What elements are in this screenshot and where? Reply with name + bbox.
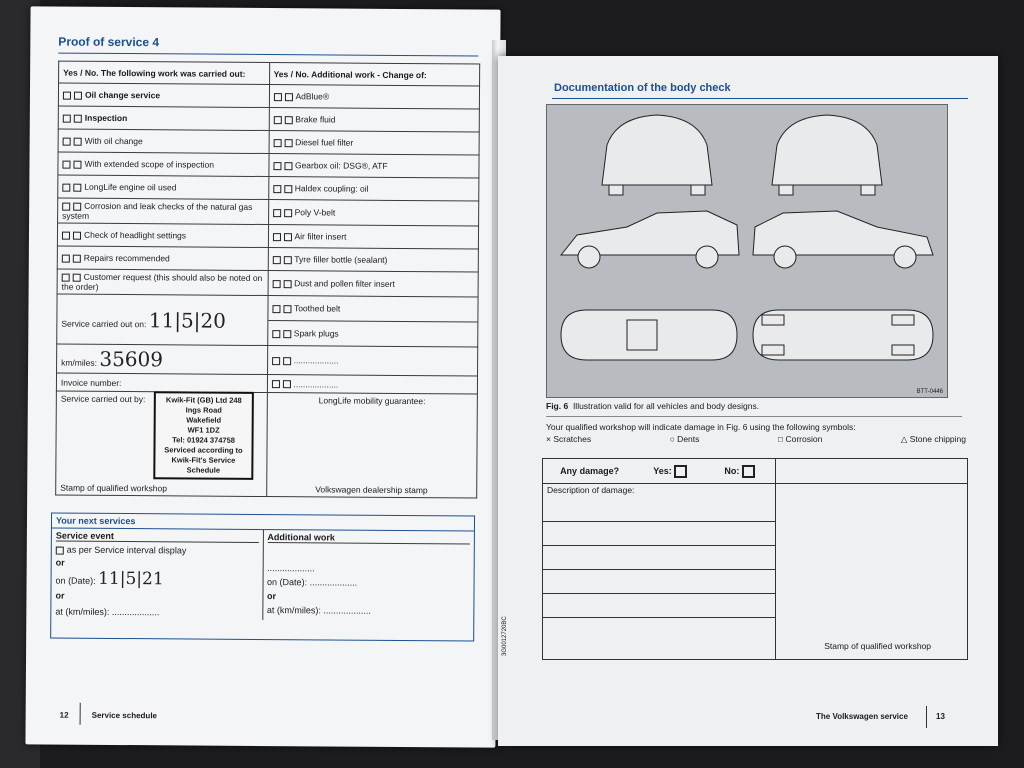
stamp-line: Kwik-Fit's Service Schedule <box>171 455 236 475</box>
side-code: 3G0012720BC <box>502 616 508 656</box>
next-services-title: Your next services <box>52 514 474 532</box>
row-label: Inspection <box>84 112 128 124</box>
checkbox[interactable] <box>62 202 70 210</box>
left-footer: Service schedule <box>91 710 158 721</box>
left-page <box>25 6 500 747</box>
car-rear-view <box>602 115 712 185</box>
figure-label: Fig. 6 <box>546 401 569 411</box>
body-check-figure <box>546 104 948 398</box>
next-col1 <box>51 529 263 620</box>
description-label: Description of damage: <box>547 485 635 495</box>
symbols-legend <box>546 434 966 445</box>
checkbox[interactable] <box>73 231 81 239</box>
checkbox[interactable] <box>283 256 291 264</box>
carried-out-by-label: Service carried out by: <box>60 393 146 405</box>
row-label: Oil change service <box>84 89 161 101</box>
service-date-label: Service carried out on: <box>61 318 147 329</box>
caption-rule <box>546 416 962 417</box>
yes-checkbox[interactable] <box>674 465 687 478</box>
row-label: Poly V-belt <box>294 207 336 218</box>
left-page-number: 12 <box>59 710 69 720</box>
at-label: at (km/miles): <box>55 606 110 617</box>
row-label: Tyre filler bottle (sealant) <box>294 254 388 265</box>
service-date-handwritten: 11|5|20 <box>148 307 227 333</box>
figure-caption <box>546 401 759 411</box>
row-label: Gearbox oil: DSG®, ATF <box>294 160 388 171</box>
footer-divider <box>80 703 81 725</box>
table-row <box>56 391 478 498</box>
checkbox[interactable] <box>271 380 279 388</box>
checkbox[interactable] <box>74 91 82 99</box>
checkbox[interactable] <box>62 231 70 239</box>
checkbox[interactable] <box>73 202 81 210</box>
figure-code: BTT-0446 <box>916 389 943 395</box>
dots: ................... <box>309 577 358 588</box>
or-label: or <box>266 591 277 602</box>
workshop-stamp <box>153 391 254 480</box>
checkbox[interactable] <box>273 185 281 193</box>
checkbox[interactable] <box>56 546 64 554</box>
or-label: or <box>55 557 65 568</box>
yes-label: Yes: <box>653 465 672 476</box>
checkbox[interactable] <box>73 273 81 281</box>
damage-header <box>543 459 967 484</box>
table-row <box>57 294 478 347</box>
row-label: ................... <box>293 378 339 390</box>
symbol-scratches: × Scratches <box>546 434 592 444</box>
table-row <box>58 106 479 132</box>
stamp-line: Wakefield <box>186 415 222 425</box>
left-page-title: Proof of service 4 <box>58 34 160 50</box>
table-row <box>57 246 478 272</box>
checkbox[interactable] <box>282 380 290 388</box>
km-handwritten: 35609 <box>99 346 164 372</box>
checkbox[interactable] <box>283 357 291 365</box>
service-event-header: Service event <box>56 531 259 543</box>
checkbox[interactable] <box>272 330 280 338</box>
table-row <box>58 83 479 109</box>
additional-work-header: Additional work <box>267 532 470 544</box>
figure-caption-text: Illustration valid for all vehicles and body designs. <box>572 401 760 411</box>
row-label: Spark plugs <box>293 328 339 339</box>
checkbox[interactable] <box>284 162 292 170</box>
table-row <box>57 344 478 376</box>
table-row <box>58 152 479 178</box>
invoice-label: Invoice number: <box>56 373 267 392</box>
col1-header: Yes / No. The following work was carried out: <box>59 61 270 84</box>
symbol-stone-chipping: △ Stone chipping <box>900 434 966 444</box>
dots: ................... <box>111 606 160 618</box>
row-label: Diesel fuel filter <box>295 137 354 148</box>
checkbox[interactable] <box>74 137 82 145</box>
row-label: Brake fluid <box>295 114 336 125</box>
row-label: LongLife engine oil used <box>84 181 177 193</box>
car-diagram <box>547 105 947 397</box>
workshop-stamp-label: Stamp of qualified workshop <box>60 482 168 494</box>
checkbox[interactable] <box>272 305 280 313</box>
checkbox[interactable] <box>74 114 82 122</box>
checkbox[interactable] <box>273 162 281 170</box>
right-stamp-label: Stamp of qualified workshop <box>824 641 931 651</box>
row-label: ................... <box>293 355 339 366</box>
checkbox[interactable] <box>63 137 71 145</box>
dots: ................... <box>323 605 371 616</box>
title-rule <box>552 98 968 99</box>
km-label: km/miles: <box>61 357 98 368</box>
any-damage-label: Any damage? <box>560 466 620 476</box>
on-date-label: on (Date): <box>55 575 96 586</box>
row-label: Repairs recommended <box>83 252 170 264</box>
checkbox[interactable] <box>62 183 70 191</box>
at-label: at (km/miles): <box>266 605 321 616</box>
row-label: Check of headlight settings <box>83 229 187 241</box>
stamp-line: Ings Road <box>185 405 222 415</box>
no-checkbox[interactable] <box>742 465 755 478</box>
right-page-title: Documentation of the body check <box>554 82 731 94</box>
right-page-number: 13 <box>936 712 945 721</box>
table-row <box>58 175 479 201</box>
right-page <box>498 56 998 746</box>
checkbox[interactable] <box>283 305 291 313</box>
title-rule <box>58 53 478 57</box>
vw-stamp-label: Volkswagen dealership stamp <box>315 484 428 496</box>
checkbox[interactable] <box>272 233 280 241</box>
table-row <box>58 129 479 155</box>
checkbox[interactable] <box>273 116 281 124</box>
row-label: Customer request (this should also be noted on the order) <box>61 271 263 292</box>
checkbox[interactable] <box>73 254 81 262</box>
description-area[interactable] <box>543 483 776 659</box>
checkbox[interactable] <box>272 280 280 288</box>
symbol-corrosion: □ Corrosion <box>777 434 823 444</box>
damage-box <box>542 458 968 660</box>
checkbox[interactable] <box>283 233 291 241</box>
as-per-label: as per Service interval display <box>66 544 187 556</box>
row-label: Toothed belt <box>293 303 341 314</box>
checkbox[interactable] <box>73 183 81 191</box>
symbols-intro: Your qualified workshop will indicate damage in Fig. 6 using the following symbols: <box>546 422 856 432</box>
row-label: With oil change <box>84 135 143 147</box>
checkbox[interactable] <box>62 273 70 281</box>
table-row <box>57 269 478 297</box>
row-label: With extended scope of inspection <box>84 158 214 170</box>
checkbox[interactable] <box>272 256 280 264</box>
row-label: Dust and pollen filter insert <box>294 278 395 289</box>
car-front-view <box>772 115 882 185</box>
right-footer: The Volkswagen service <box>816 712 908 721</box>
table-row <box>57 223 478 249</box>
checkbox[interactable] <box>284 139 292 147</box>
row-label: AdBlue® <box>295 91 330 102</box>
row-label: Air filter insert <box>294 231 347 242</box>
checkbox[interactable] <box>63 91 71 99</box>
checkbox[interactable] <box>63 114 71 122</box>
or-label: or <box>55 590 65 601</box>
checkbox[interactable] <box>62 254 70 262</box>
next-col2 <box>263 530 474 621</box>
col2-header: Yes / No. Additional work - Change of: <box>269 63 480 86</box>
longlife-label: LongLife mobility guarantee: <box>318 395 426 407</box>
checkbox[interactable] <box>273 93 281 101</box>
checkbox[interactable] <box>283 330 291 338</box>
checkbox[interactable] <box>273 139 281 147</box>
stamp-line: Kwik-Fit (GB) Ltd 248 <box>165 395 242 405</box>
checkbox[interactable] <box>283 280 291 288</box>
footer-divider <box>926 706 927 728</box>
checkbox[interactable] <box>284 116 292 124</box>
checkbox[interactable] <box>62 160 70 168</box>
row-label: Haldex coupling: oil <box>294 183 369 194</box>
next-date-handwritten: 11|5|21 <box>98 568 164 590</box>
checkbox[interactable] <box>284 209 292 217</box>
checkbox[interactable] <box>284 93 292 101</box>
table-row <box>58 198 479 226</box>
dots: ................... <box>267 563 315 574</box>
stamp-line: Serviced according to <box>164 445 243 455</box>
service-table <box>55 61 480 499</box>
checkbox[interactable] <box>273 209 281 217</box>
checkbox[interactable] <box>73 160 81 168</box>
checkbox[interactable] <box>284 185 292 193</box>
row-label: Corrosion and leak checks of the natural gas system <box>62 200 253 221</box>
symbol-dents: ○ Dents <box>669 434 700 444</box>
on-date-label: on (Date): <box>267 577 308 588</box>
no-label: No: <box>724 465 740 476</box>
checkbox[interactable] <box>272 357 280 365</box>
next-services-box <box>50 513 475 642</box>
stamp-line: Tel: 01924 374758 <box>172 435 235 445</box>
stamp-line: WF1 1DZ <box>187 425 220 435</box>
